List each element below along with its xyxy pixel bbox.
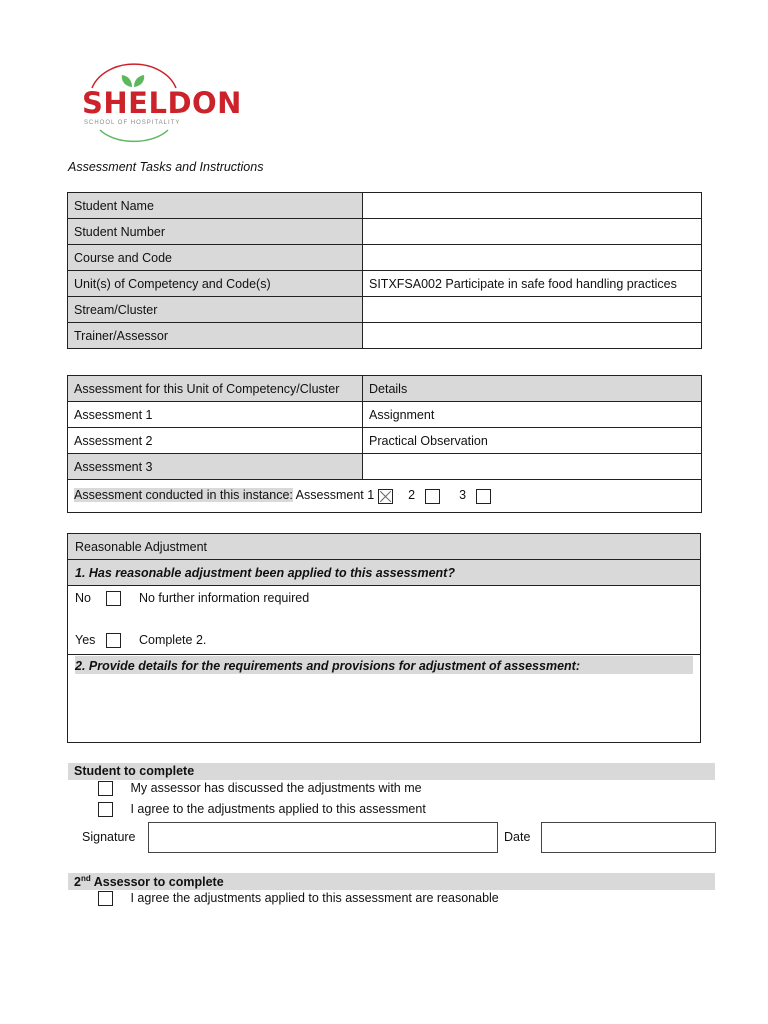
logo-tagline: SCHOOL OF HOSPITALITY	[84, 120, 181, 126]
assessment-3-checkbox[interactable]	[476, 489, 491, 504]
question-1: 1. Has reasonable adjustment been applied to this assessment?	[68, 560, 700, 586]
yes-label: Yes	[75, 633, 96, 647]
trainer-assessor-field[interactable]	[363, 323, 702, 349]
student-details-table	[67, 192, 702, 349]
row-label: Student Number	[68, 219, 363, 245]
divider	[68, 654, 700, 655]
agree-label: I agree to the adjustments applied to this assessment	[130, 802, 426, 816]
signature-field[interactable]	[148, 822, 498, 853]
section-title: Reasonable Adjustment	[68, 534, 700, 560]
stream-cluster-field[interactable]	[363, 297, 702, 323]
student-section-title: Student to complete	[68, 763, 715, 780]
assessor-title-prefix: 2	[74, 875, 81, 890]
table-header-row	[68, 376, 702, 402]
assessment-2-details[interactable]: Practical Observation	[363, 428, 702, 454]
instance-text: Assessment 1	[295, 488, 375, 503]
yes-checkbox[interactable]	[106, 633, 121, 648]
reasonable-adjustment-box	[67, 533, 701, 743]
assessor-agree-checkbox[interactable]	[98, 891, 113, 906]
student-name-field[interactable]	[363, 193, 702, 219]
row-label: Assessment 3	[68, 454, 363, 480]
assessment-table	[67, 375, 702, 513]
instance-row	[68, 480, 702, 513]
yes-description: Complete 2.	[138, 633, 207, 647]
table-row	[68, 271, 702, 297]
student-item-2	[98, 802, 426, 817]
row-label: Assessment 1	[68, 402, 363, 428]
assessment-3-details[interactable]	[363, 454, 702, 480]
signature-label: Signature	[82, 830, 136, 844]
assessor-section-title	[68, 873, 715, 890]
no-label: No	[75, 591, 91, 605]
table-row	[68, 323, 702, 349]
assessor-title-suffix: Assessor to complete	[90, 875, 224, 890]
option-no	[75, 591, 309, 606]
assessor-agree-label: I agree the adjustments applied to this assessment are reasonable	[130, 891, 499, 905]
assessment-1-checkbox[interactable]	[378, 489, 393, 504]
logo-wordmark: SHELDON	[82, 86, 242, 120]
page-heading: Assessment Tasks and Instructions	[68, 160, 264, 174]
date-field[interactable]	[541, 822, 716, 853]
table-row	[68, 428, 702, 454]
assessment-2-checkbox[interactable]	[425, 489, 440, 504]
column-header: Details	[363, 376, 702, 402]
adjustment-details-field[interactable]	[75, 680, 693, 736]
agree-checkbox[interactable]	[98, 802, 113, 817]
no-checkbox[interactable]	[106, 591, 121, 606]
assessor-title-sup: nd	[80, 874, 91, 883]
course-code-field[interactable]	[363, 245, 702, 271]
question-2: 2. Provide details for the requirements and provisions for adjustment of assessment:	[75, 656, 693, 674]
unit-competency-field[interactable]: SITXFSA002 Participate in safe food handling practices	[363, 271, 702, 297]
sheldon-logo	[78, 60, 242, 152]
table-row	[68, 245, 702, 271]
table-row	[68, 454, 702, 480]
date-label: Date	[504, 830, 531, 844]
table-row	[68, 193, 702, 219]
discussed-checkbox[interactable]	[98, 781, 113, 796]
row-label: Stream/Cluster	[68, 297, 363, 323]
option-2-label: 2	[408, 488, 416, 503]
instance-label: Assessment conducted in this instance:	[74, 488, 293, 503]
option-3-label: 3	[459, 488, 467, 503]
no-description: No further information required	[138, 591, 310, 605]
column-header: Assessment for this Unit of Competency/Cluster	[68, 376, 363, 402]
option-yes	[75, 633, 206, 648]
discussed-label: My assessor has discussed the adjustments with me	[130, 781, 422, 795]
row-label: Student Name	[68, 193, 363, 219]
row-label: Course and Code	[68, 245, 363, 271]
student-item-1	[98, 781, 422, 796]
student-number-field[interactable]	[363, 219, 702, 245]
table-row	[68, 402, 702, 428]
row-label: Unit(s) of Competency and Code(s)	[68, 271, 363, 297]
row-label: Trainer/Assessor	[68, 323, 363, 349]
assessor-item-1	[98, 891, 499, 906]
table-row	[68, 219, 702, 245]
row-label: Assessment 2	[68, 428, 363, 454]
assessment-1-details[interactable]: Assignment	[363, 402, 702, 428]
table-row	[68, 297, 702, 323]
logo-arc-bottom-icon	[88, 122, 180, 152]
